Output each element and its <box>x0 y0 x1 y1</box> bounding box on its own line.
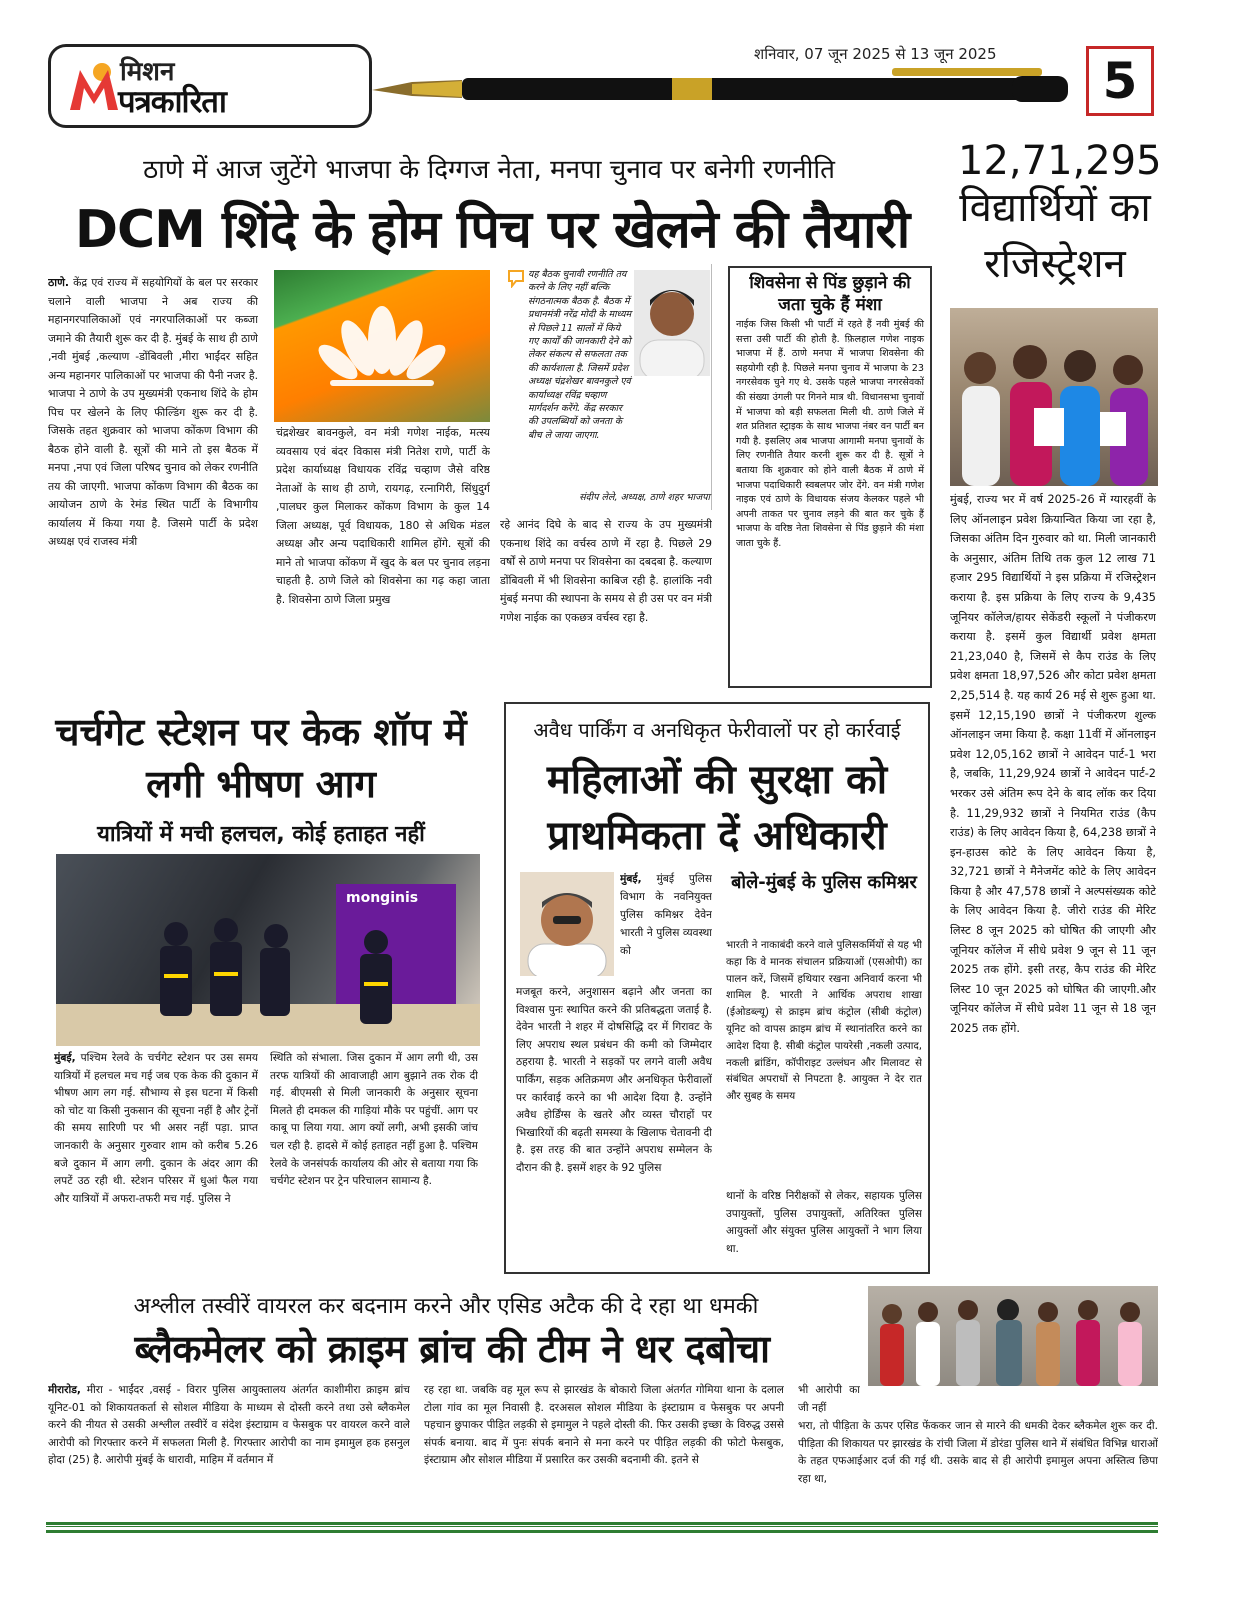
fire-col2: स्थिति को संभाला. जिस दुकान में आग लगी थी, उस तरफ यात्रियों की आवाजाही आग बुझाने तक रोक दी गई. बीएमसी से मिली जानकारी के अनुसार सूचना मिलते ही दमकल की गाड़ियां मौके पर पहुंचीं. आग पर काबू पा लिया गया. आग क्यों लगी, अभी इसकी जांच चल रही है. हादसे में कोई हताहत नहीं हुआ है. पश्चिम रेलवे के जनसंपर्क कार्यालय की ओर से बताया गया कि चर्चगेट स्टेशन पर ट्रेन परिचालन सामान्य है. <box>270 1052 478 1188</box>
logo-line2: पत्रकारिता <box>118 84 226 120</box>
police-col1: मजबूत करने, अनुशासन बढ़ाने और जनता का विश्वास पुनः स्थापित करने की प्रतिबद्धता जताई है. देवेन भारती ने शहर में दोषसिद्धि दर में गिरावट के लिए अपराध स्थल प्रबंधन की कमी को जिम्मेदार ठहराया है. भारती ने सड़कों पर लगने वाली अवैध पार्किंग, सड़क अतिक्रमण और अनधिकृत फेरीवालों पर कार्रवाई करने का भी आदेश दिया है. उन्होंने अवैध होर्डिंग्स के खतरे और व्यस्त चौराहों पर भिखारियों की बढ़ती समस्या के खिलाफ चेतावनी दी है. इस तरह की बात उन्होंने अपराध सम्मेलन के दौरान की है. इसमें शहर के 92 पुलिस <box>516 986 712 1174</box>
fire-subhead: यात्रियों में मची हलचल, कोई हताहत नहीं <box>97 822 425 847</box>
main-col1-text: केंद्र एवं राज्य में सहयोगियों के बल पर सरकार चलाने वाली भाजपा ने अब राज्य की महानगरपालिकाओं एवं नगरपालिकाओं पर कब्जा जमाने की तैयारी शुरू कर दी है. मुंबई के साथ ही ठाणे ,नवी मुंबई ,कल्याण -डोंबिवली ,मीरा भाईंदर सहित अन्य महानगर पालिकाओं पर भाजपा की पैनी नजर है. भाजपा ने ठाणे के उप मुख्यमंत्री एकनाथ शिंदे के होम पिच पर खेलने के लिए फील्डिंग शुरू कर दी है. जिसके तहत शुक्रवार को भाजपा कोंकण विभाग की बैठक होने वाली है. सूत्रों की माने तो इस बैठक में मनपा ,नपा एवं जिला परिषद चुनाव को लेकर रणनीति तय की जाएगी. भाजपा कोंकण विभाग की बैठक का आयोजन ठाणे के रेमंड स्थित पार्टी के विभागीय कार्यालय में किया गया है. जिसमे पार्टी के प्रदेश अध्यक्ष एवं राजस्व मंत्री <box>48 276 258 548</box>
crime-kicker: अश्लील तस्वीरें वायरल कर बदनाम करने और एसिड अटैक की दे रहा था धमकी <box>133 1294 759 1319</box>
crime-dateline: मीरारोड, <box>48 1384 81 1396</box>
main-dateline: ठाणे. <box>48 276 69 289</box>
fountain-pen-icon <box>372 64 1072 112</box>
page-number: 5 <box>1086 46 1154 116</box>
crime-col2: रह रहा था. जबकि वह मूल रूप से झारखंड के बोकारो जिला अंतर्गत गोमिया थाना के दलाल टोला गांव का मूल निवासी है. दरअसल सोशल मीडिया के इंस्टाग्राम व फेसबुक पर अपनी पहचान छुपाकर पीड़ित लड़की से इमामुल ने पहले दोस्ती की. फिर उसकी इच्छा के विरुद्ध उससे संपर्क बनाया. बाद में पुनः संपर्क बनाने से मना करने पर पीड़ित लड़की की फोटो फेसबुक, इंस्टाग्राम और सोशल मीडिया में प्रसारित कर उसकी बदनामी की. इतने से <box>424 1384 784 1467</box>
footer-rule-top <box>46 1522 1158 1525</box>
fire-headline: चर्चगेट स्टेशन पर केक शॉप में लगी भीषण आग <box>55 710 467 806</box>
fire-dateline: मुंबई, <box>54 1052 76 1064</box>
fire-col1 <box>54 1050 258 1268</box>
logo-m-icon <box>66 58 126 118</box>
police-col1-top <box>620 870 712 980</box>
person-icon <box>634 270 710 376</box>
police-headline: महिलाओं की सुरक्षा को प्राथमिकता दें अधिकारी <box>546 757 888 859</box>
shop-sign: monginis <box>346 890 419 906</box>
fire-col1-text: पश्चिम रेलवे के चर्चगेट स्टेशन पर उस समय यात्रियों में हलचल मच गई जब एक केक की दुकान में भीषण आग लग गई. सौभाग्य से इस घटना में किसी को चोट या किसी नुकसान की सूचना नहीं है और ट्रेनों की समय सारिणी पर भी असर नहीं पड़ा. प्राप्त जानकारी के अनुसार गुरुवार शाम को करीब 5.26 बजे दुकान में आग लगी. दुकान के अंदर आग की लपटें उठ रही थी. स्टेशन परिसर में धुआं फैल गया और यात्रियों में अफरा-तफरी मच गई. पुलिस ने <box>54 1052 258 1205</box>
issue-date: शनिवार, 07 जून 2025 से 13 जून 2025 <box>754 45 997 63</box>
leader-portrait <box>634 270 710 376</box>
quote-text: यह बैठक चुनावी रणनीति तय करने के लिए नहीं बल्कि संगठनात्मक बैठक है. बैठक में प्रधानमंत्री नरेंद्र मोदी के माध्यम से पिछले 11 सालों में किये गए कार्यों की जानकारी देने को लेकर संकल्प से सफलता तक की कार्यशाला है. जिसमें प्रदेश अध्यक्ष चंद्रशेखर बावनकुले एवं कार्याध्यक्ष रविंद्र चव्हाण मार्गदर्शन करेंगे. केंद्र सरकार की उपलब्धियों को जनता के बीच ले जाया जाएगा. <box>528 269 632 441</box>
shivsena-box <box>728 266 932 688</box>
crime-col1 <box>48 1382 410 1502</box>
police-team-icon <box>868 1286 1158 1386</box>
police-col1-top-text: मुंबई पुलिस विभाग के नवनियुक्त पुलिस कमिश्नर देवेन भारती ने पुलिस व्यवस्था को <box>620 873 712 957</box>
footer-rule-mid <box>46 1526 1158 1527</box>
police-col3: थानों के वरिष्ठ निरीक्षकों से लेकर, सहायक पुलिस उपायुक्तों, पुलिस उपायुक्तों, अतिरिक्त पुलिस आयुक्तों और संयुक्त पुलिस आयुक्तों ने भाग लिया था. <box>726 1190 922 1255</box>
police-kicker: अवैध पार्किंग व अनधिकृत फेरीवालों पर हो कार्रवाई <box>533 718 901 742</box>
quote-byline: संदीप लेले, अध्यक्ष, ठाणे शहर भाजपा <box>579 492 710 503</box>
crime-col3-top: भी आरोपी का जी नहीं <box>798 1384 860 1414</box>
side-text: मुंबई, राज्य भर में वर्ष 2025-26 में ग्यारहवीं के लिए ऑनलाइन प्रवेश क्रियान्वित किया जा रहा है, जिसका अंतिम दिन गुरुवार को था. मिली जानकारी के अनुसार, अंतिम तिथि तक कुल 12 लाख 71 हजार 295 विद्यार्थियों ने इस प्रक्रिया में रजिस्ट्रेशन कराया है. इस प्रक्रिया के लिए राज्य के 9,435 जूनियर कॉलेज/हायर सेकेंडरी स्कूलों ने पंजीकरण कराया है. इसमें कुल विद्यार्थी प्रवेश क्षमता 21,23,040 है, जिसमें से कैप राउंड के लिए प्रवेश क्षमता 18,97,526 और कोटा प्रवेश क्षमता 2,25,514 है. यह कार्य 26 मई से शुरू हुआ था. इसमें 12,15,190 छात्रों ने पंजीकरण शुल्क ऑनलाइन जमा किया है. कक्षा 11वीं में ऑनलाइन प्रवेश 12,05,162 छात्रों ने आवेदन पार्ट-1 भरा है, जबकि, 11,29,924 छात्रों ने आवेदन पार्ट-2 भरकर उसे अंतिम रूप देने के बाद लॉक कर दिया है. 11,29,932 छात्रों ने नियमित राउंड (कैप राउंड) के लिए आवेदन किया है, 64,238 छात्रों ने इन-हाउस कोटे के लिए आवेदन किया है, 32,721 छात्रों ने मैनेजमेंट कोटे के लिए आवेदन किया है और 47,578 छात्रों ने अल्पसंख्यक कोटे के लिए आवेदन किया है. जीरो राउंड की मेरिट लिस्ट 8 जून 2025 को घोषित की जाएगी और जूनियर कॉलेज में सीधे प्रवेश 9 जून से 11 जून 2025 तक होंगे. इसी तरह, कैप राउंड की मेरिट लिस्ट 10 जून 2025 को घोषित की जाएगी.और जूनियर कॉलेज में सीधे प्रवेश 11 जून से 18 जून 2025 तक होंगे. <box>950 493 1156 1036</box>
police-dateline: मुंबई, <box>620 873 642 885</box>
police-col2: भारती ने नाकाबंदी करने वाले पुलिसकर्मियों से यह भी कहा कि वे मानक संचालन प्रक्रियाओं (एसओपी) का पालन करें, जिसमें हथियार रखना अनिवार्य करना भी शामिल है. भारती ने आर्थिक अपराध शाखा (ईओडब्ल्यू) से क्राइम ब्रांच कंट्रोल (सीबी कंट्रोल) यूनिट को वापस क्राइम ब्रांच में स्थानांतरित करने का आदेश दिया है. सीबी कंट्रोल पायरेसी ,नकली उत्पाद, नकली ब्रांडिंग, कॉपीराइट उल्लंघन और मिलावट से संबंधित अपराधों से निपटता है. आयुक्त ने देर रात और सुबह के समय <box>726 940 922 1103</box>
commissioner-photo <box>520 872 614 976</box>
fire-photo <box>56 854 480 1046</box>
shivsena-box-title: शिवसेना से पिंड छुड़ाने की जता चुके हैं मंशा <box>749 273 911 315</box>
main-col3: रहे आनंद दिघे के बाद से राज्य के उप मुख्यमंत्री एकनाथ शिंदे का वर्चस्व ठाणे में रहा है. पिछले 29 वर्षों से ठाणे मनपा पर शिवसेना का दबदबा है. कल्याण डोंबिवली में भी शिवसेना काबिज रही है. हालांकि नवी मुंबई मनपा की स्थापना के समय से ही उस पर वन मंत्री गणेश नाईक का एकछत्र वर्चस्व रहा है. <box>500 518 712 624</box>
crime-col1-text: मीरा - भाईंदर ,वसई - विरार पुलिस आयुक्तालय अंतर्गत काशीमीरा क्राइम ब्रांच यूनिट-01 को शिकायतकर्ता से सोशल मीडिया के माध्यम से दोस्ती करने तथा उसे ब्लैकमेल करने की नीयत से उसकी अश्लील तस्वीरें व संदेश इंस्टाग्राम व फेसबुक पर वायरल करने वाले आरोपी को गिरफ्तार करने में सफलता मिली है. गिरफ्तार आरोपी का नाम इमामुल हक हसनुल होदा (25) है. आरोपी मुंबई के धारावी, माहिम में वर्तमान में <box>48 1384 410 1467</box>
main-col2: चंद्रशेखर बावनकुले, वन मंत्री गणेश नाईक, मत्स्य व्यवसाय एवं बंदर विकास मंत्री नितेश राणे, पार्टी के प्रदेश कार्याध्यक्ष विधायक रविंद्र चव्हाण जैसे वरिष्ठ नेताओं के साथ ही ठाणे, रायगढ़, रत्नागिरी, सिंधुदुर्ग ,पालघर कुल मिलाकर कोंकण विभाग के कुल 14 जिला अध्यक्ष, पूर्व विधायक, 180 से अधिक मंडल अध्यक्ष और अन्य पदाधिकारी शामिल होंगे. सूत्रों की माने तो भाजपा कोंकण में खुद के बल पर चुनाव लड़ना चाहती है. ठाणे जिले को शिवसेना का गढ़ कहा जाता है. शिवसेना ठाणे जिला प्रमुख <box>276 426 490 606</box>
footer-rule-bottom <box>46 1530 1158 1533</box>
students-photo <box>950 308 1158 486</box>
lotus-icon <box>274 270 490 422</box>
quote-icon <box>508 270 524 288</box>
side-number: 12,71,295 <box>958 138 1162 184</box>
arrest-photo <box>868 1286 1158 1386</box>
bjp-flag-photo <box>274 270 490 422</box>
side-headline: विद्यार्थियों का रजिस्ट्रेशन <box>959 185 1151 287</box>
crime-col3: भरा, तो पीड़िता के ऊपर एसिड फेंककर जान से मारने की धमकी देकर ब्लैकमेल शुरू कर दी. पीड़िता की शिकायत पर झारखंड के रांची जिला में डोरंडा पुलिस थाने में संबंधित विभिन्न धाराओं के तहत एफआईआर दर्ज की गई थी. उसके बाद से ही आरोपी इमामुल अपना अस्तित्व छिपा रहा था, <box>798 1420 1158 1485</box>
students-group-icon <box>950 308 1158 486</box>
crime-headline: ब्लैकमेलर को क्राइम ब्रांच की टीम ने धर दबोचा <box>134 1327 770 1371</box>
police-box-title: बोले-मुंबई के पुलिस कमिश्नर <box>731 872 917 893</box>
commissioner-icon <box>520 872 614 976</box>
shivsena-box-text: नाईक जिस किसी भी पार्टी में रहते हैं नवी मुंबई की सत्ता उसी पार्टी की होती है. फ़िलहाल गणेश नाइक भाजपा में हैं. ठाणे मनपा में भाजपा शिवसेना की सहयोगी रही है. पिछले मनपा चुनाव में भाजपा के 23 नगरसेवक चुने गए थे. उसके पहले भाजपा नगरसेवकों की संख्या उंगली पर गिनने मात्र थी. विधानसभा चुनावों में भाजपा को बड़ी सफलता मिली थी. ठाणे जिले में शत प्रतिशत स्ट्राइक के साथ भाजपा नंबर वन पार्टी बन गयी है. इसलिए अब भाजपा आगामी मनपा चुनावों के लिए रणनीति तैयार करनी शुरू कर दी है. सूत्रों ने बताया कि शुक्रवार को होने वाली बैठक में ठाणे में भाजपा पदाधिकारी स्वबलपर जोर देंगे. वन मंत्री गणेश नाइक एवं ठाणे के विधायक संजय केलकर पहले भी अपनी ताकत पर चुनाव लड़ने की बात कर चुके हैं भाजपा के वरिष्ठ नेता शिवसेना से पिंड छुड़ाने की मंशा जाता चुके हैं. <box>736 319 924 549</box>
main-col1 <box>48 274 258 694</box>
firefighters-icon <box>56 854 480 1046</box>
main-headline: DCM शिंदे के होम पिच पर खेलने की तैयारी <box>74 200 910 260</box>
logo-line1: मिशन <box>120 57 175 87</box>
main-kicker: ठाणे में आज जुटेंगे भाजपा के दिग्गज नेता, मनपा चुनाव पर बनेगी रणनीति <box>143 155 835 185</box>
